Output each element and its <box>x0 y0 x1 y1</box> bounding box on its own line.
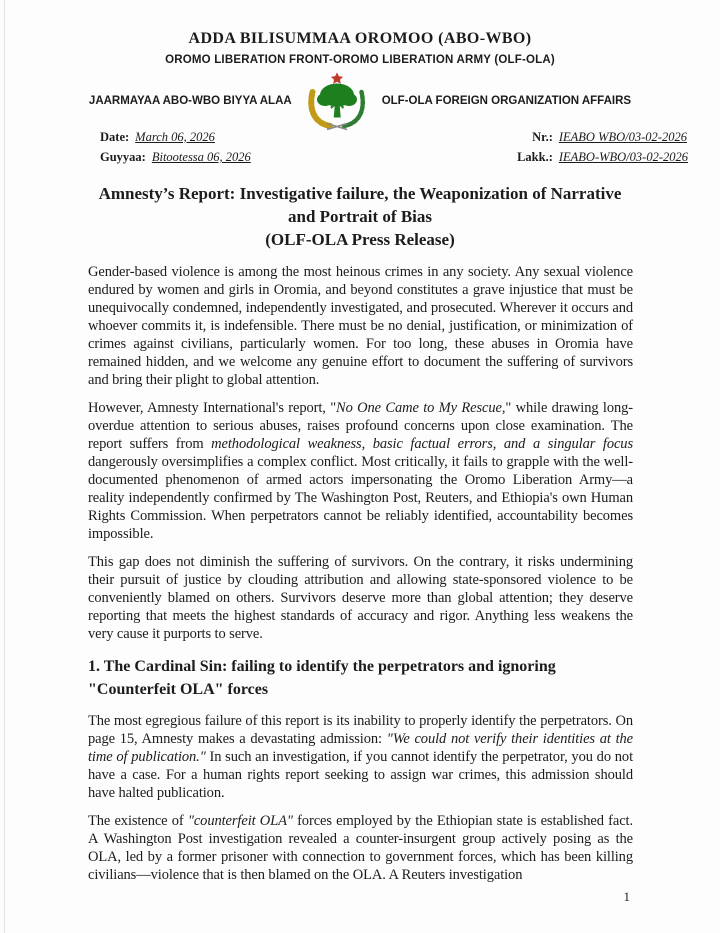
text-segment: methodological weakness, basic factual errors, and a singular focus <box>211 436 633 452</box>
text-segment: This gap does not diminish the suffering of survivors. On the contrary, it risks undermining their pursuit of justice by clouding attribution and allowing state-sponsored violence to be conveniently blamed on others. Survivors deserve more than global attention; they deserve reporting that meets the highest standards of accuracy and rigor. Anything less weakens the very cause it purports to serve. <box>88 554 633 642</box>
wing-label-right: OLF-OLA FOREIGN ORGANIZATION AFFAIRS <box>381 95 632 107</box>
date-block <box>100 130 251 170</box>
olf-ola-emblem-icon <box>301 71 373 131</box>
guyyaa-value: Bitootessa 06, 2026 <box>151 150 251 164</box>
page-number: 1 <box>623 889 630 904</box>
number-block <box>513 130 688 170</box>
document-title <box>94 182 626 251</box>
emblem-row <box>0 74 720 128</box>
wing-label-left: JAARMAYAA ABO-WBO BIYYA ALAA <box>88 95 292 107</box>
title-main: Amnesty’s Report: Investigative failure, the Weaponization of Narrative and Portrait of Bias <box>98 184 622 226</box>
body-paragraph <box>88 553 633 643</box>
date-line <box>100 130 251 145</box>
document-body <box>0 251 720 884</box>
lakk-value: IEABO-WBO/03-02-2026 <box>558 150 688 164</box>
org-name-oromo: ADDA BILISUMMAA OROMOO (ABO-WBO) <box>188 30 532 47</box>
text-segment: The most egregious failure of this report is its inability to properly identify the perpetrators. On page 15, Amnesty makes a devastating admission: <box>88 713 633 747</box>
lakk-label: Lakk.: <box>517 150 553 164</box>
text-segment: forces employed by the Ethiopian state is established fact. A Washington Post investigation revealed a counter-insurgent group actively posing as the OLA, led by a former prisoner with connection to government forces, which has been killing civilians—violence that is then blamed on the OLA. A Reuters investigation <box>88 813 633 883</box>
text-segment: "We could not verify their identities at the time of publication." <box>88 731 633 765</box>
star-icon <box>331 73 343 84</box>
lakk-line <box>513 150 688 165</box>
title-subtitle: (OLF-OLA Press Release) <box>265 230 455 249</box>
text-segment: In such an investigation, if you cannot identify the perpetrator, you do not have a case. For a human rights report seeking to assign war crimes, this admission should have halted publication. <box>88 749 633 801</box>
body-paragraph <box>88 263 633 389</box>
guyyaa-line <box>100 150 251 165</box>
scan-artifact-line <box>4 0 5 933</box>
nr-line <box>513 130 688 145</box>
nr-value: IEABO WBO/03-02-2026 <box>558 130 687 144</box>
text-segment: dangerously oversimplifies a complex conflict. Most critically, it fails to grapple with the well-documented phenomenon of armed actors impersonating the Oromo Liberation Army—a reality independently confirmed by The Washington Post, Reuters, and Ethiopia's own Human Rights Commission. When perpetrators cannot be reliably identified, accountability becomes impossible. <box>88 454 633 542</box>
text-segment: ," while drawing long-overdue attention to serious abuses, raises profound concerns upon close examination. The report suffers from <box>88 400 634 452</box>
date-label: Date: <box>100 130 130 144</box>
reference-block <box>100 130 688 170</box>
text-segment: However, Amnesty International's report, " <box>88 400 337 416</box>
body-paragraph <box>88 712 633 802</box>
body-paragraph <box>88 812 633 884</box>
guyyaa-label: Guyyaa: <box>100 150 146 164</box>
letterhead <box>0 0 720 170</box>
org-name-english: OROMO LIBERATION FRONT-OROMO LIBERATION ARMY (OLF-OLA) <box>165 54 555 66</box>
text-segment: The existence of <box>88 813 188 829</box>
date-value: March 06, 2026 <box>135 130 215 144</box>
body-paragraph <box>88 399 633 543</box>
text-segment: No One Came to My Rescue <box>336 400 502 416</box>
text-segment: "counterfeit OLA" <box>187 813 293 829</box>
section-heading: 1. The Cardinal Sin: failing to identify the perpetrators and ignoring "Counterfeit OLA" forces <box>88 658 556 698</box>
text-segment: Gender-based violence is among the most heinous crimes in any society. Any sexual violence endured by women and girls in Oromia, and beyond constitutes a grave injustice that must be unequivocally condemned, independently investigated, and prosecuted. Wherever it occurs and whoever commits it, is indefensible. There must be no denial, justification, or minimization of crimes against civilians, particularly women. For too long, these abuses in Oromia have remained hidden, and we welcome any genuine effort to document the suffering of survivors and bring their plight to global attention. <box>88 264 633 388</box>
nr-label: Nr.: <box>532 130 553 144</box>
